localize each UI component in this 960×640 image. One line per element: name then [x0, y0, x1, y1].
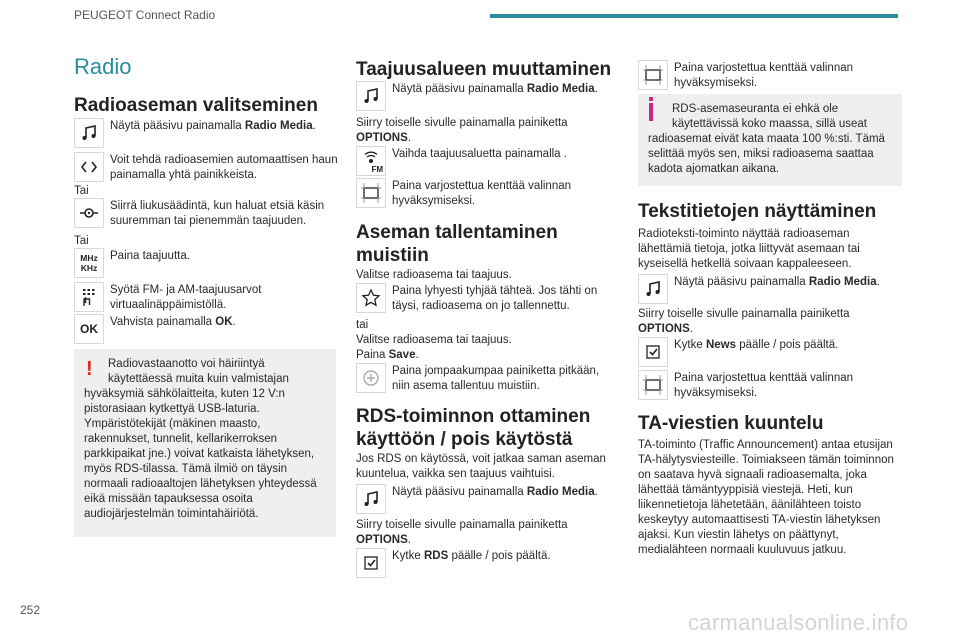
info-text-rest: radioasemat eivät kata maata 100 %:sti. Tämä selittää myös sen, miksi radioasema saattaa kadota ajomatkan aikana.: [648, 133, 885, 175]
step-bold: Radio Media: [244, 120, 313, 132]
warning-icon: !: [86, 358, 93, 380]
step-long-press: [356, 363, 620, 394]
slider-target-icon: [74, 198, 104, 228]
music-note-icon: [356, 484, 386, 514]
step-band: [356, 146, 567, 176]
step-ok: OK Vahvista painamalla OK.: [74, 314, 236, 344]
star-icon: [356, 283, 386, 313]
options-text: Siirry toiselle sivulle painamalla painiketta OPTIONS.: [356, 519, 568, 546]
shaded-field-icon: [356, 178, 386, 208]
warning-text-rest: hyväksymiä sähkölaitteita, kuten 12 V:n pistorasiaan kytkettyä USB-laturia. Ympäristötekijät (mäkinen maasto, rakennukset, tunnelit, kellarikerroksen parkkipaikat jne.) voivat katkaista lähetyksen, myös RDS-tilassa. Tämä ilmiö on täysin normaali radioaaltojen lähetyksen yhteydessä eikä missään tapauksessa osoita audiojärjestelmän toimintahäiriötä.: [84, 388, 317, 520]
shaded-field-icon: [638, 370, 668, 400]
ta-text: TA-toiminto (Traffic Announcement) antaa etusijan TA-hälytysviesteille. Toimiakseen tämän toiminnon on saatava hyvä signaali radioasemalta, joka lähettää tämäntyyppisiä viestejä. Heti, kun liikennetietoja lähetetään, äänilähteen toisto keskeytyy automaattisesti TA-viestin lähetyksen ajaksi. Kun viestin lähetys on päättynyt, medialähteen normaali kuuluvuus jatkuu.: [638, 439, 894, 556]
page-number: 252: [20, 603, 41, 617]
step-text: Vahvista painamalla: [110, 316, 216, 328]
step-auto-search: [74, 152, 340, 183]
step-text: päälle / pois päältä.: [736, 339, 839, 351]
step-bold: Radio Media: [526, 486, 595, 498]
running-header: PEUGEOT Connect Radio: [74, 8, 216, 22]
step-text: Näytä pääsivu painamalla: [110, 120, 245, 132]
step-text: Vaihda taajuusaluetta painamalla .: [392, 148, 567, 160]
mhz-khz-icon: MHz KHz: [74, 248, 104, 278]
step-bold: RDS: [423, 550, 449, 562]
step-text: Paina varjostettua kenttää valinnan hyväksymiseksi.: [674, 62, 854, 89]
shaded-field-icon: [638, 60, 668, 90]
step-text: Kytke: [674, 339, 706, 351]
step-bold: Radio Media: [526, 83, 595, 95]
step-text: Kytke: [392, 550, 424, 562]
info-icon: [649, 103, 653, 121]
step-text: Voit tehdä radioasemien automaattisen haun painamalla yhtä painikkeista.: [110, 154, 338, 181]
rds-intro: Jos RDS on käytössä, voit jatkaa saman aseman kuuntelua, vaikka sen taajuus vaihtuisi.: [356, 453, 606, 480]
step-text: Syötä FM- ja AM-taajuusarvot virtuaalinäppäimistöllä.: [110, 284, 262, 311]
options-bold: OPTIONS: [356, 132, 408, 144]
step-text: Näytä pääsivu painamalla: [674, 276, 809, 288]
or-text: Tai: [74, 185, 89, 197]
info-text-first: RDS-asemaseuranta ei ehkä ole käytettävissä koko maassa, sillä useat: [672, 103, 867, 130]
step-news-toggle: [638, 337, 838, 367]
step-star: [356, 283, 620, 314]
header-accent-bar: [490, 14, 898, 18]
music-note-icon: [356, 81, 386, 111]
step-confirm: [638, 370, 904, 401]
step-slider: [74, 198, 340, 229]
or-text: tai: [356, 319, 369, 331]
watermark: carmanualsonline.info: [688, 610, 909, 635]
save-step-3: Paina Save.: [356, 349, 419, 361]
step-text: Näytä pääsivu painamalla: [392, 486, 527, 498]
heading-ta: TA-viestien kuuntelu: [638, 413, 824, 434]
step-keypad: [74, 282, 340, 313]
fm-band-icon: [356, 146, 386, 176]
warning-box: [74, 349, 336, 537]
heading-rds: RDS-toiminnon ottaminen käyttöön / pois käytöstä: [356, 406, 591, 450]
step-radio-media: Näytä pääsivu painamalla Radio Media.: [356, 81, 598, 111]
step-radio-media: Näytä pääsivu painamalla Radio Media.: [74, 118, 316, 148]
add-circle-icon: [356, 363, 386, 393]
options-text: Siirry toiselle sivulle painamalla painiketta OPTIONS.: [638, 308, 850, 335]
step-radio-media: Näytä pääsivu painamalla Radio Media.: [356, 484, 598, 514]
keypad-hand-icon: [74, 282, 104, 312]
options-bold: OPTIONS: [638, 323, 690, 335]
radiotext-intro: Radioteksti-toiminto näyttää radioaseman lähettämiä tietoja, jotka liittyvät asemaan tai kyseisellä hetkellä soivaan kappaleeseen.: [638, 228, 860, 270]
chevrons-icon: [74, 152, 104, 182]
step-text: Paina varjostettua kenttää valinnan hyväksymiseksi.: [392, 180, 572, 207]
step-radio-media: Näytä pääsivu painamalla Radio Media.: [638, 274, 880, 304]
save-step-1: Valitse radioasema tai taajuus.: [356, 269, 512, 281]
step-text: Paina jompaakumpaa painiketta pitkään, niin asema tallentuu muistiin.: [392, 365, 600, 392]
checkbox-icon: [638, 337, 668, 367]
step-frequency: [74, 248, 190, 278]
step-confirm: [638, 60, 904, 91]
step-text: Paina varjostettua kenttää valinnan hyväksymiseksi.: [674, 372, 854, 399]
save-bold: Save: [388, 349, 416, 361]
music-note-icon: [74, 118, 104, 148]
info-box: [638, 94, 902, 186]
step-bold: OK: [215, 316, 233, 328]
music-note-icon: [638, 274, 668, 304]
step-rds-toggle: [356, 548, 551, 578]
step-text: Siirrä liukusäädintä, kun haluat etsiä käsin suuremman tai pienemmän taajuuden.: [110, 200, 325, 227]
or-text: Tai: [74, 235, 89, 247]
fm-label: FM: [371, 165, 383, 174]
heading-save-station: Aseman tallentaminen muistiin: [356, 222, 558, 266]
options-bold: OPTIONS: [356, 534, 408, 546]
step-bold: News: [705, 339, 737, 351]
step-confirm: [356, 178, 620, 209]
step-text: päälle / pois päältä.: [448, 550, 551, 562]
heading-select-station: Radioaseman valitseminen: [74, 95, 318, 116]
warning-text-first: Radiovastaanotto voi häiriintyä käytettäessä muita kuin valmistajan: [108, 358, 289, 385]
heading-band-change: Taajuusalueen muuttaminen: [356, 59, 612, 80]
save-step-2: Valitse radioasema tai taajuus.: [356, 334, 512, 346]
checkbox-icon: [356, 548, 386, 578]
section-title: Radio: [74, 54, 132, 79]
options-text: Siirry toiselle sivulle painamalla painiketta OPTIONS.: [356, 117, 568, 144]
step-text: Paina lyhyesti tyhjää tähteä. Jos tähti on täysi, radioasema on jo tallennettu.: [392, 285, 598, 312]
step-bold: Radio Media: [808, 276, 877, 288]
step-text: Näytä pääsivu painamalla: [392, 83, 527, 95]
step-text: Paina taajuutta.: [110, 250, 190, 262]
ok-icon: OK: [74, 314, 104, 344]
heading-text-info: Tekstitietojen näyttäminen: [638, 201, 877, 222]
